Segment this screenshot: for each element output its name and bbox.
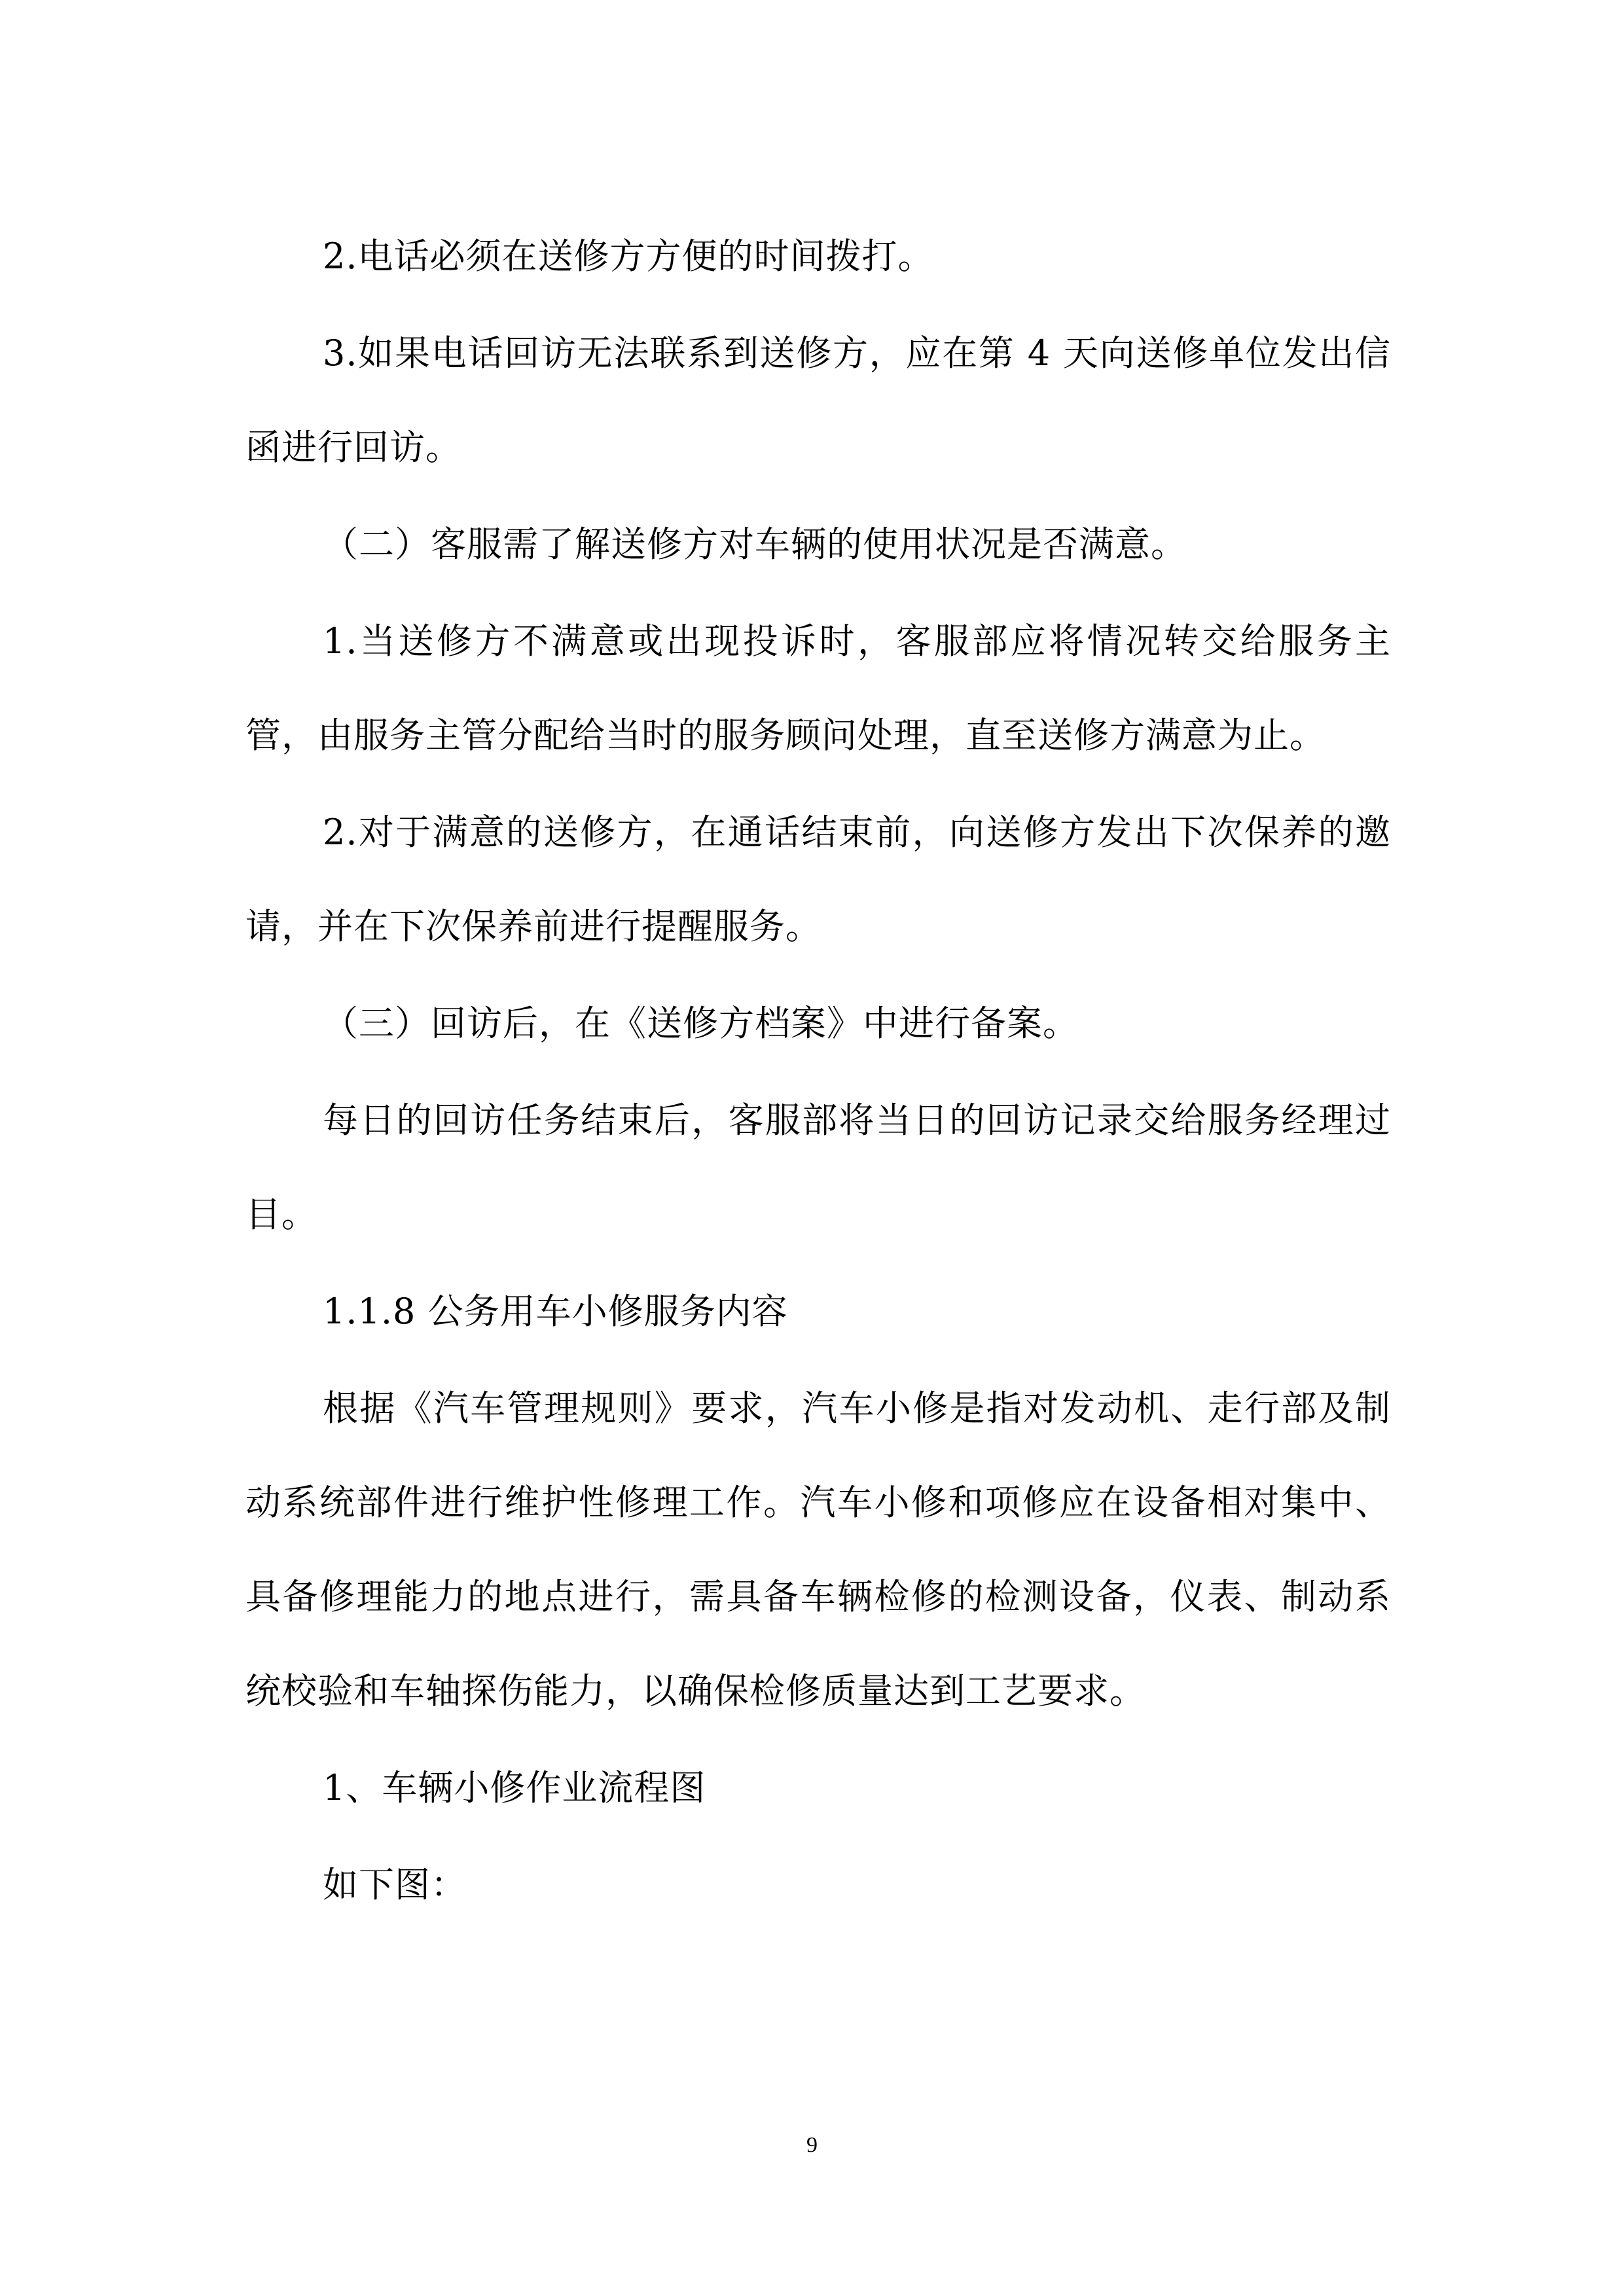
page-number: 9 <box>806 2133 818 2157</box>
paragraph-see-below: 如下图： <box>323 1864 467 1905</box>
document-body <box>245 209 1391 1935</box>
paragraph-call-timing: 2.电话必须在送修方方便的时间拨打。 <box>323 236 934 277</box>
paragraph-maintenance-invite: 2.对于满意的送修方，在通话结束前，向送修方发出下次保养的邀请，并在下次保养前进行提醒服务。 <box>245 812 1391 947</box>
paragraph-complaint-handling: 1.当送修方不满意或出现投诉时，客服部应将情况转交给服务主管，由服务主管分配给当时的服务顾问处理，直至送修方满意为止。 <box>245 620 1391 756</box>
section-heading-archive: （三）回访后，在《送修方档案》中进行备案。 <box>323 1003 1079 1044</box>
paragraph-flowchart-title: 1、车辆小修作业流程图 <box>323 1767 706 1808</box>
section-heading-minor-repair: 1.1.8 公务用车小修服务内容 <box>323 1291 788 1332</box>
section-heading-satisfaction: （二）客服需了解送修方对车辆的使用状况是否满意。 <box>323 524 1187 565</box>
paragraph-daily-review: 每日的回访任务结束后，客服部将当日的回访记录交给服务经理过目。 <box>245 1100 1391 1235</box>
paragraph-letter-followup: 3.如果电话回访无法联系到送修方，应在第 4 天向送修单位发出信函进行回访。 <box>245 332 1391 468</box>
paragraph-repair-rules: 根据《汽车管理规则》要求，汽车小修是指对发动机、走行部及制动系统部件进行维护性修理工作。汽车小修和项修应在设备相对集中、具备修理能力的地点进行，需具备车辆检修的检测设备，仪表、制动系统校验和车轴探伤能力，以确保检修质量达到工艺要求。 <box>245 1388 1391 1712</box>
